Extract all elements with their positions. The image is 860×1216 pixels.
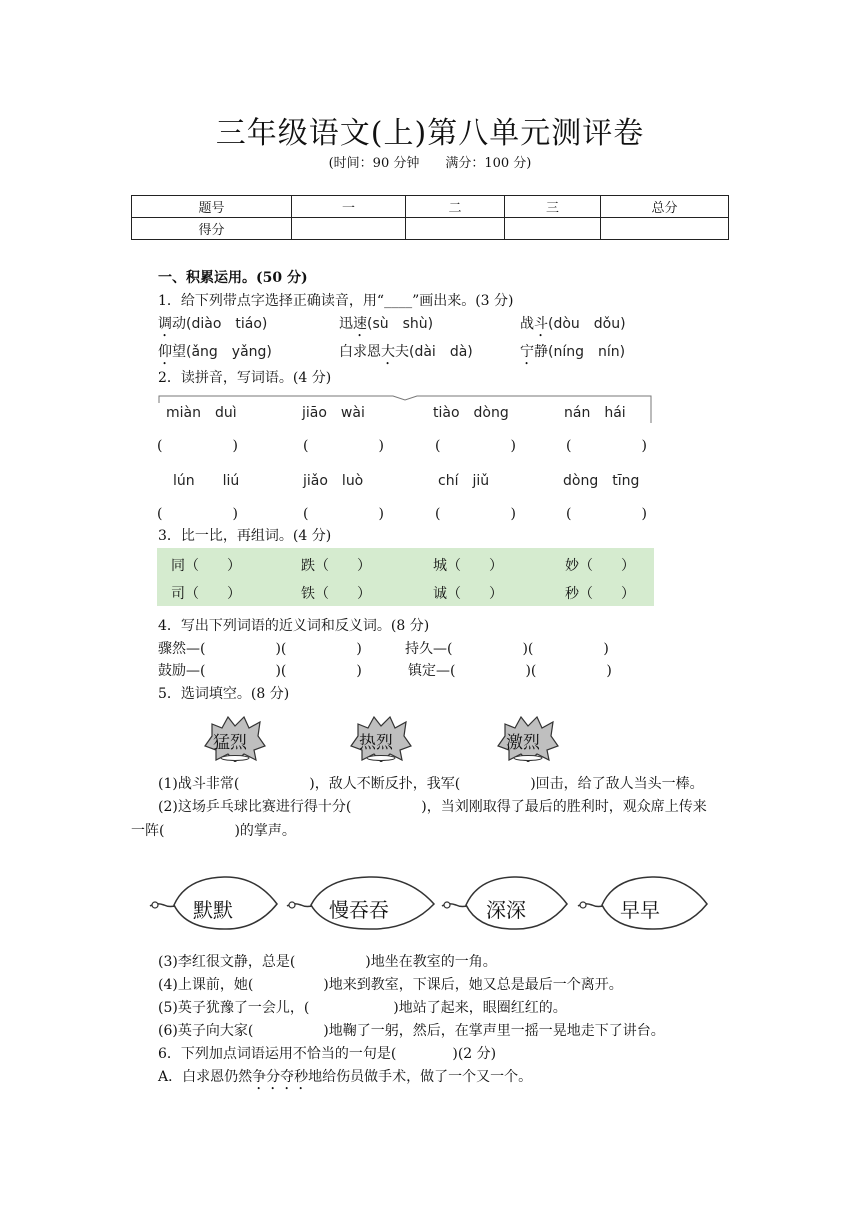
fill-sentence[interactable]: (6)英子向大家( )地鞠了一躬，然后，在掌声里一摇一晃地走下了讲台。 [158, 1023, 665, 1039]
pinyin-cue: nán hái [564, 405, 626, 421]
dotted-char: 速 [353, 316, 367, 332]
pinyin-cue: dòng tīng [563, 473, 640, 489]
score-cell[interactable] [601, 218, 729, 240]
compare-item[interactable]: 司（ ） [171, 586, 241, 602]
table-row [132, 196, 729, 218]
row-label: 得分 [132, 218, 292, 240]
badge-label: 热烈 [359, 733, 393, 753]
page-title: 三年级语文(上)第八单元测评卷 [215, 116, 645, 151]
compare-item[interactable]: 跌（ ） [301, 558, 371, 574]
table-row [132, 218, 729, 240]
word-leaf [576, 874, 708, 932]
dotted-char: 仰 [158, 344, 172, 360]
fill-sentence[interactable]: (5)英子犹豫了一会儿，( )地站了起来，眼圈红红的。 [158, 1000, 567, 1016]
q1-item: 战斗(dòu dǒu) [520, 316, 626, 332]
answer-blank[interactable]: ( ) [566, 438, 647, 454]
fill-sentence[interactable]: (1)战斗非常( )，敌人不断反扑，我军( )回击，给了敌人当头一棒。 [158, 776, 704, 792]
table-header: 总分 [601, 196, 729, 218]
leaf-label: 慢吞吞 [329, 898, 389, 922]
answer-blank[interactable]: ( ) [566, 506, 647, 522]
q6-prompt[interactable]: 6．下列加点词语运用不恰当的一句是( )(2 分) [158, 1046, 497, 1062]
compare-item[interactable]: 妙（ ） [565, 558, 635, 574]
leaf-label: 深深 [486, 898, 526, 922]
q1-prompt: 1．给下列带点字选择正确读音，用“____”画出来。(3 分) [158, 293, 514, 309]
pinyin-cue: lún liú [173, 473, 240, 489]
score-cell[interactable] [292, 218, 406, 240]
dotted-phrase: 争分夺秒 [252, 1069, 309, 1085]
q5-prompt: 5．选词填空。(8 分) [158, 686, 290, 702]
badge-label: 猛烈 [213, 733, 247, 753]
exam-info: (时间：90 分钟 满分：100 分) [328, 156, 532, 171]
pinyin-cue: miàn duì [166, 405, 237, 421]
section-heading: 一、积累运用。(50 分) [158, 270, 308, 286]
score-cell[interactable] [505, 218, 601, 240]
table-header: 一 [292, 196, 406, 218]
compare-item[interactable]: 城（ ） [433, 558, 503, 574]
word-leaf [148, 874, 278, 932]
leaf-label: 默默 [193, 898, 233, 922]
fill-sentence[interactable]: 一阵( )的掌声。 [131, 823, 296, 839]
pinyin-cue: tiào dòng [433, 405, 509, 421]
score-table [131, 195, 729, 240]
dotted-char: 斗 [534, 316, 548, 332]
pinyin-options: (dài dà) [409, 344, 473, 360]
synonym-item[interactable]: 镇定—( )( ) [408, 663, 612, 679]
compare-item[interactable]: 诚（ ） [433, 586, 503, 602]
dotted-char: 调 [158, 316, 172, 332]
compare-item[interactable]: 铁（ ） [301, 586, 371, 602]
q1-item: 仰望(ǎng yǎng) [158, 344, 272, 360]
word-badge [204, 716, 266, 762]
dotted-char: 宁 [520, 344, 534, 360]
answer-blank[interactable]: ( ) [303, 438, 384, 454]
q1-item: 白求恩大夫(dài dà) [339, 344, 473, 360]
q1-item: 迅速(sù shù) [339, 316, 434, 332]
pinyin-cue: jiāo wài [302, 405, 365, 421]
leaf-label: 早早 [620, 898, 660, 922]
word-leaf [440, 874, 568, 932]
pinyin-options: (ǎng yǎng) [186, 344, 272, 360]
answer-blank[interactable]: ( ) [435, 506, 516, 522]
word-badge [350, 716, 412, 762]
answer-blank[interactable]: ( ) [435, 438, 516, 454]
synonym-item[interactable]: 鼓励—( )( ) [158, 663, 362, 679]
compare-item[interactable]: 秒（ ） [565, 586, 635, 602]
badge-label: 激烈 [506, 733, 540, 753]
q4-prompt: 4．写出下列词语的近义词和反义词。(8 分) [158, 618, 430, 634]
score-cell[interactable] [406, 218, 505, 240]
fill-sentence[interactable]: (4)上课前，她( )地来到教室，下课后，她又总是最后一个离开。 [158, 977, 623, 993]
q1-item: 宁静(níng nín) [520, 344, 626, 360]
fill-sentence[interactable]: (2)这场乒乓球比赛进行得十分( )，当刘刚取得了最后的胜利时，观众席上传来 [158, 799, 707, 815]
word-leaf [285, 874, 435, 932]
q2-prompt: 2．读拼音，写词语。(4 分) [158, 370, 332, 386]
answer-blank[interactable]: ( ) [157, 506, 238, 522]
q1-item: 调动(diào tiáo) [158, 316, 268, 332]
answer-blank[interactable]: ( ) [157, 438, 238, 454]
pinyin-options: (níng nín) [548, 344, 626, 360]
compare-item[interactable]: 同（ ） [171, 558, 241, 574]
synonym-item[interactable]: 骤然—( )( ) [158, 641, 362, 657]
synonym-item[interactable]: 持久—( )( ) [405, 641, 609, 657]
pinyin-options: (dòu dǒu) [548, 316, 626, 332]
q6-option-a[interactable]: A．白求恩仍然争分夺秒地给伤员做手术，做了一个又一个。 [158, 1069, 533, 1085]
word-badge [497, 716, 559, 762]
pinyin-cue: jiǎo luò [303, 473, 364, 489]
pinyin-cue: chí jiǔ [438, 473, 490, 489]
answer-blank[interactable]: ( ) [303, 506, 384, 522]
table-header: 题号 [132, 196, 292, 218]
pinyin-options: (diào tiáo) [186, 316, 268, 332]
pinyin-options: (sù shù) [367, 316, 434, 332]
q3-prompt: 3．比一比，再组词。(4 分) [158, 528, 332, 544]
dotted-char: 大 [381, 344, 395, 360]
table-header: 二 [406, 196, 505, 218]
table-header: 三 [505, 196, 601, 218]
fill-sentence[interactable]: (3)李红很文静，总是( )地坐在教室的一角。 [158, 954, 497, 970]
